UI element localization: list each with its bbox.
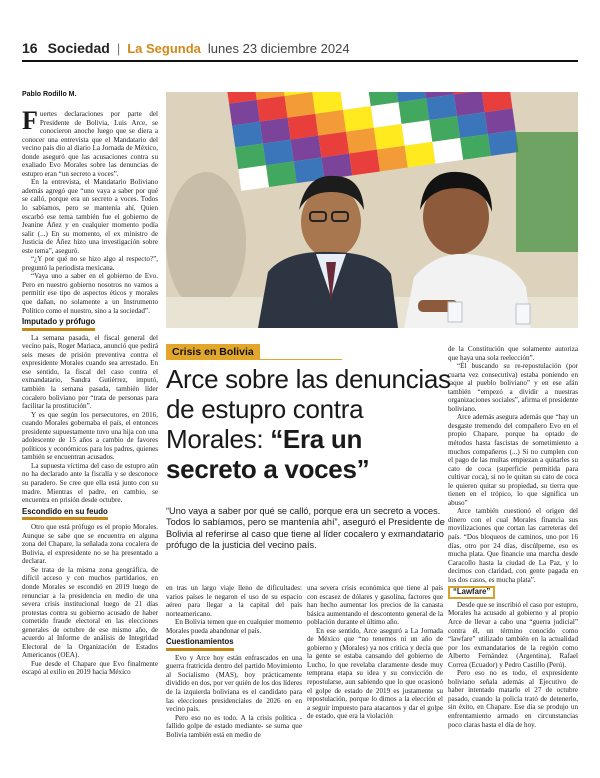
paragraph: En ese sentido, Arce aseguró a La Jornada de México que “no tenemos ni un año de gobierno y (Morales) ya nos critica y decía que la gente se estaba cansando del gobierno de Lucho, lo que revelaba claramente desde muy temprana etapa su idea y su convicción de repostularse, aun sabiendo que lo que ocasionó el golpe de estado de 2019 es justamente su repostulación, porque lo dimos a la elección el a seguir impuesto para atacarnos y dar el golpe de estado, que era la violación <box>307 626 443 721</box>
paragraph: La supuesta víctima del caso de estupro aún no ha declarado ante la fiscalía y se desconoce su paradero. Se cree que ella está junto con su madre. Mientras el padre, en cambio, se encuentra en prisión desde octubre. <box>22 461 158 505</box>
paragraph: Se trata de la misma zona geográfica, de difícil acceso y con muchos partidarios, en donde Morales se escondió en 2019 luego de renunciar a la presidencia en medio de una severa crisis institucional luego de 21 días protestas contra su gobierno acusado de haber cometido fraude electoral en las elecciones generales de octubre de ese mismo año, de acuerdo al Informe de análisis de Integridad Electoral de la Organización de Estados Americanos (OEA). <box>22 565 158 660</box>
article-column-2 <box>166 584 302 774</box>
paragraph: “Vaya uno a saber en el gobierno de Evo. Pero en nuestro gobierno nosotros no vamos a permitir ese tipo de aspectos éticos y morales que dañan, no solamente a un Instrumento Político como el nuestro, sino a la sociedad”. <box>22 272 158 315</box>
drop-cap: F <box>22 110 38 135</box>
publication-date: lunes 23 diciembre 2024 <box>207 41 350 56</box>
paragraph: Desde que se inscribió el caso por estupro, Morales ha acusado al gobierno y al propio Arce de llevar a cabo una “guerra judicial” contra él, un término conocido como “lawfare” utilizado también en la actualidad por los exmandatarios de la región como Alberto Fernández (Argentina), Rafael Correa (Ecuador) y Pedro Castillo (Perú). <box>448 600 578 669</box>
headline <box>166 364 451 484</box>
headline-quote: “Era un secreto a voces” <box>166 424 370 484</box>
paragraph: “Él buscando su re-repostulación (por cuarta vez consecutiva) estaba poniendo en jaque al pueblo boliviano” y en ese afán también “empezó a dividir a nuestras organizaciones sociales”, afirma el presidente boliviano. <box>448 362 578 413</box>
kicker-underline <box>166 359 342 360</box>
paragraph: Pero eso no es todo. A la crisis política -fallido golpe de estado mediante- se suma que Bolivia también está en medio de <box>166 713 302 739</box>
header-separator: | <box>116 41 121 56</box>
headline-text: Arce sobre las denuncias de estupro contra Morales: <box>166 364 451 454</box>
kicker-label: Crisis en Bolivia <box>166 344 260 360</box>
paragraph: La semana pasada, el fiscal general del vecino país, Roger Mariaca, anunció que pedirá seis meses de prisión preventiva contra el expresidente Morales cuando sea arrestado. En ese sentido, la fiscal del caso contra el exmandatario, Sandra Gutiérrez, imputó, también la semana pasada, también líder cocalero boliviano por “trata de personas para facilitar la prostitución”. <box>22 333 158 411</box>
publication-name: La Segunda <box>127 41 201 56</box>
paragraph: Pero eso no es todo, el expresidente boliviano señala además al Ejecutivo de haber intentado matarlo el 27 de octubre pasado, cuando la policía trató de detenerlo, sin éxito, en Chapare. Ese día se produjo un enfrentamiento armado en circunstancias poco claras hasta el día de hoy. <box>448 669 578 729</box>
paragraph: En la entrevista, el Mandatario Boliviano además agregó que “uno vaya a saber por qué se calló, porque era un secreto a voces. Todos lo sabíamos, pero se mantenía ahí. Quien escarbó ese tema también fue el gobierno de Jeanine Áñez y en cualquier momento podía salir (...) En su momento, el ex ministro de Justicia de Áñez hizo una investigación sobre este tema”, aseguró. <box>22 178 158 255</box>
paragraph: Evo y Arce hoy están enfrascados en una guerra fratricida dentro del partido Movimiento al Socialismo (MAS), hoy prácticamente dividido en dos, por ver quién de los dos líderes de la izquierda boliviana es el candidato para las elecciones presidenciales de 2026 en en vecino país. <box>166 653 302 714</box>
page-number: 16 <box>22 40 38 56</box>
paragraph: Fuertes declaraciones por parte del Presidente de Bolivia, Luis Arce, se conocieron anoche luego que se diera a conocer una entrevista que el Mandatario del vecino país dio al diario La Jornada de México, donde aseguró que las acusaciones contra su exaliado Evo Morales sobre las denuncias de estupro eran “un secreto a voces”. <box>22 110 158 178</box>
section-name: Sociedad <box>47 40 110 56</box>
article-column-4 <box>448 345 578 774</box>
paragraph: Arce también cuestionó el origen del dinero con el cual Morales financia sus movilizaciones que cortan las carreteras del país. “Dos bloqueos de caminos, uno por 16 días, otro por 24 días, discúlpeme, eso es mucha plata. Que financie una marcha desde Caracollo hasta la ciudad de La Paz, y lo decimos con claridad, con gente pagada en los dos casos, es mucha plata”. <box>448 507 578 584</box>
paragraph: Fue desde el Chapare que Evo finalmente escapó al exilio en 2019 hacia México <box>22 659 158 677</box>
paragraph: una severa crisis económica que tiene al país con escasez de dólares y gasolina, factores que han hecho aumentar los precios de la canasta básica aumentando el descontento general de la población durante el último año. <box>307 584 443 627</box>
photo-arce-morales <box>166 92 578 328</box>
article-column-1 <box>22 110 158 774</box>
paragraph: en tras un largo viaje lleno de dificultades: varios países le negaron el uso de su espacio aéreo para llegar a la capital del país norteamericano. <box>166 584 302 618</box>
paragraph: “¿Y por qué no se hizo algo al respecto?”, preguntó la periodista mexicana. <box>22 255 158 272</box>
article-photo <box>166 92 578 328</box>
paragraph: Y es que según los persecutores, en 2016, cuando Morales gobernaba el país, el entonces presidente supuestamente tuvo una hija con una adolescente de 15 años a cambio de favores políticos y económicos para los padres, quienes también se encuentran acusados. <box>22 410 158 462</box>
dek: “Uno vaya a saber por qué se calló, porque era un secreto a voces. Todos lo sabíamos, pero se mantenía ahí”, aseguró el Presidente de Bolivia al referirse al caso que tiene al líder cocalero y exmandatario prófugo de la justicia del vecino país. <box>166 506 445 551</box>
paragraph: Otro que está prófugo es el propio Morales. Aunque se sabe que se encuentra en alguna zona del Chapare, la señalada zona cocalera de Bolivia, el expresidente no se ha presentado a declarar. <box>22 523 158 566</box>
byline: Pablo Rodillo M. <box>22 91 77 98</box>
header-rule <box>22 60 578 62</box>
subheading-escondido: Escondido en su feudo <box>22 508 108 521</box>
subheading-cuestionamientos: Cuestionamientos <box>166 638 234 651</box>
page-header <box>22 40 578 58</box>
paragraph: de la Constitución que solamente autoriza que haya una sola reelección”. <box>448 345 578 362</box>
subheading-lawfare: “Lawfare” <box>448 586 495 599</box>
paragraph: Arce además asegura además que “hay un desgaste tremendo del compañero Evo en el propio Chapare, porque ha optado de métodos hasta fascistas de sometimiento a muchos compañeros (...) Si no cumplen con el pago de las multas empiezan a quitarles su cato de coca (superficie permitida para cultivar coca), si no le quitan su cato de coca le quieren quitar su propiedad, su tierra que tienen en el trópico, lo que significa un abuso” <box>448 413 578 507</box>
subheading-imputado: Imputado y prófugo <box>22 318 95 331</box>
article-column-3 <box>307 584 443 774</box>
paragraph: En Bolivia temen que en cualquier momento Morales pueda abandonar el país. <box>166 618 302 635</box>
